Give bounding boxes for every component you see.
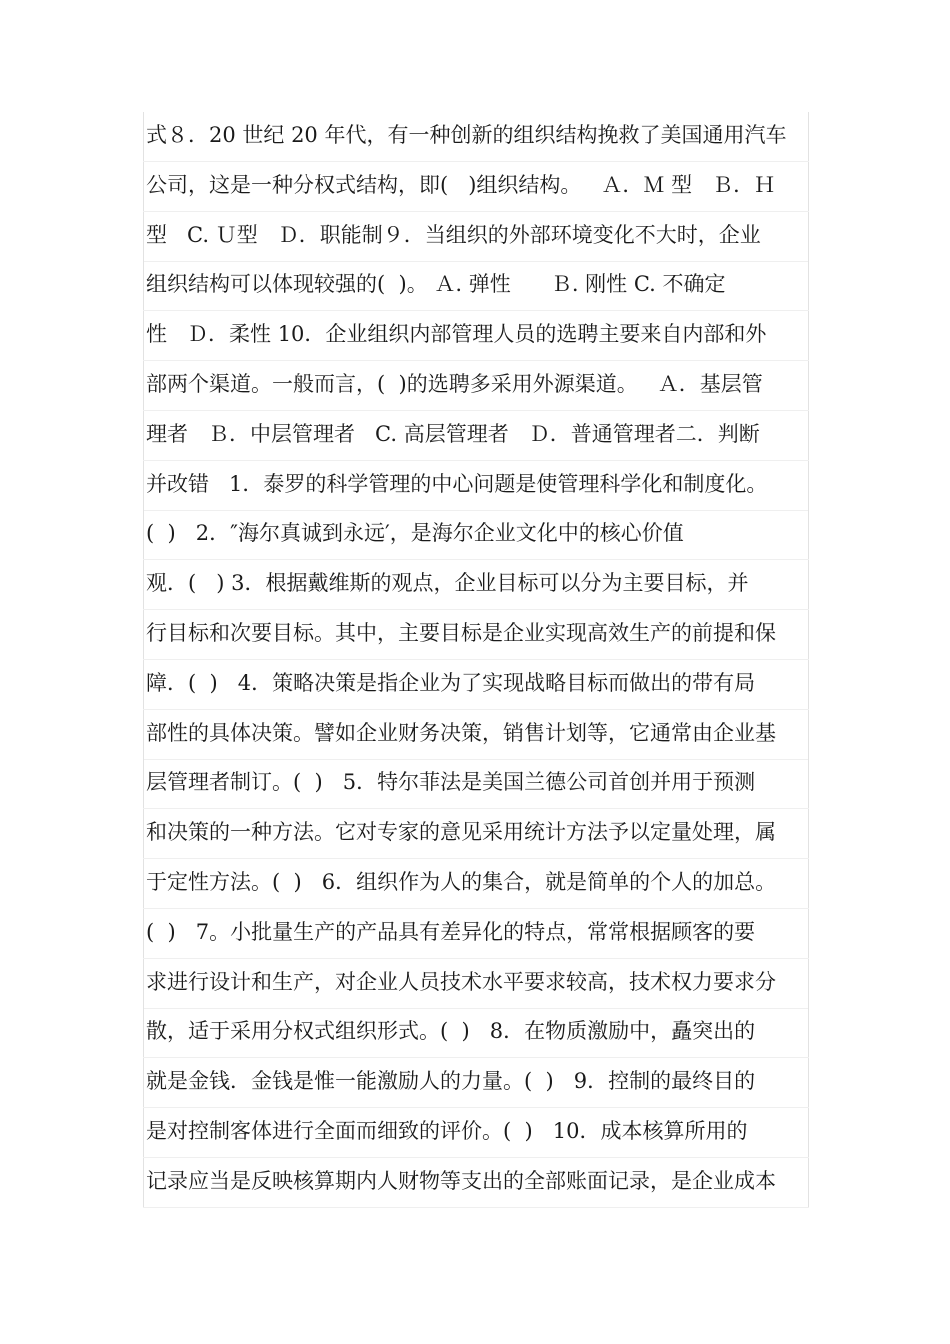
line-frame-border <box>143 560 144 610</box>
line-frame-border <box>808 1008 809 1058</box>
text-line-box <box>143 212 809 262</box>
line-frame-border <box>143 162 144 212</box>
text-line: 层管理者制订。( ) 5．特尔菲法是美国兰德公司首创并用于预测 <box>146 770 756 795</box>
line-frame-border <box>143 909 144 959</box>
text-line: 组织结构可以体现较强的( )。 Ａ. 弹性 Ｂ. 刚性 C. 不确定 <box>146 272 726 297</box>
text-line: 部两个渠道。一般而言，( )的选聘多采用外源渠道。 Ａ．基层管 <box>146 372 763 396</box>
text-line: 行目标和次要目标。其中，主要目标是企业实现高效生产的前提和保 <box>146 621 776 645</box>
text-line-box <box>143 510 809 560</box>
line-frame-border <box>143 859 144 909</box>
line-frame-border <box>143 112 144 162</box>
text-line: 障．( ) 4．策略决策是指企业为了实现战略目标而做出的带有局 <box>146 670 756 695</box>
text-line-box <box>143 162 809 212</box>
line-frame-border <box>808 361 809 411</box>
line-frame-border <box>143 1058 144 1108</box>
line-frame-border <box>143 1207 809 1208</box>
line-frame-border <box>143 212 144 262</box>
line-frame-border <box>808 759 809 809</box>
line-frame-border <box>808 162 809 212</box>
line-frame-border <box>143 809 144 859</box>
text-line-box <box>143 710 809 760</box>
line-frame-border <box>143 660 144 710</box>
text-line: 就是金钱．金钱是惟一能激励人的力量。( ) 9．控制的最终目的 <box>146 1069 756 1094</box>
line-frame-border <box>143 361 144 411</box>
line-frame-border <box>808 212 809 262</box>
text-line: 式８．20 世纪 20 年代，有一种创新的组织结构挽救了美国通用汽车 <box>146 123 787 147</box>
text-line: 散，适于采用分权式组织形式。( ) 8．在物质激励中，矗突出的 <box>146 1019 756 1044</box>
line-frame-border <box>143 759 144 809</box>
text-line-box <box>143 809 809 859</box>
text-line-box <box>143 1058 809 1108</box>
line-frame-border <box>808 510 809 560</box>
line-frame-border <box>808 909 809 959</box>
text-line-box <box>143 560 809 610</box>
line-frame-border <box>808 112 809 162</box>
text-line-box <box>143 959 809 1009</box>
line-frame-border <box>808 1158 809 1208</box>
text-line-box <box>143 461 809 511</box>
line-frame-border <box>808 660 809 710</box>
line-frame-border <box>808 1058 809 1108</box>
text-line: ( ) 7。小批量生产的产品具有差异化的特点，常常根据顾客的要 <box>146 919 756 944</box>
line-frame-border <box>808 560 809 610</box>
line-frame-border <box>143 461 144 511</box>
text-line-box <box>143 311 809 361</box>
line-frame-border <box>143 1158 144 1208</box>
text-line: 求进行设计和生产，对企业人员技术水平要求较高，技术权力要求分 <box>146 969 776 994</box>
text-line: 型 C. Ｕ型 Ｄ．职能制９．当组织的外部环境变化不大时，企业 <box>146 222 761 247</box>
text-line-box <box>143 909 809 959</box>
line-frame-border <box>143 610 144 660</box>
text-line-box <box>143 1158 809 1208</box>
text-line: 和决策的一种方法。它对专家的意见采用统计方法予以定量处理，属 <box>146 820 776 845</box>
text-line-box <box>143 112 809 162</box>
line-frame-border <box>143 311 144 361</box>
text-line-box <box>143 859 809 909</box>
text-line: 记录应当是反映核算期内人财物等支出的全部账面记录，是企业成本 <box>146 1168 776 1193</box>
text-line-box <box>143 1008 809 1058</box>
text-line: 理者 Ｂ．中层管理者 C. 高层管理者 Ｄ．普通管理者二．判断 <box>146 421 760 446</box>
text-line-box <box>143 411 809 461</box>
text-line: 观．( ) 3．根据戴维斯的观点，企业目标可以分为主要目标，并 <box>146 571 749 596</box>
text-line: 并改错 1．泰罗的科学管理的中心问题是使管理科学化和制度化。 <box>146 471 768 496</box>
text-line: 于定性方法。( ) 6．组织作为人的集合，就是简单的个人的加总。 <box>146 870 777 894</box>
text-line-box <box>143 1108 809 1158</box>
text-line: ( ) 2．″海尔真诚到永远′，是海尔企业文化中的核心价值 <box>146 521 684 546</box>
line-frame-border <box>808 261 809 311</box>
line-frame-border <box>808 959 809 1009</box>
line-frame-border <box>808 311 809 361</box>
line-frame-border <box>808 859 809 909</box>
line-frame-border <box>808 610 809 660</box>
text-line-box <box>143 261 809 311</box>
line-frame-border <box>143 411 144 461</box>
line-frame-border <box>143 1108 144 1158</box>
text-line-box <box>143 610 809 660</box>
line-frame-border <box>143 959 144 1009</box>
line-frame-border <box>808 1108 809 1158</box>
line-frame-border <box>808 461 809 511</box>
line-frame-border <box>143 261 144 311</box>
line-frame-border <box>143 710 144 760</box>
text-line: 性 Ｄ．柔性 10．企业组织内部管理人员的选聘主要来自内部和外 <box>146 322 767 347</box>
text-line-box <box>143 759 809 809</box>
text-line: 公司，这是一种分权式结构，即( )组织结构。 Ａ．Ｍ 型 Ｂ．Ｈ <box>146 172 776 197</box>
text-line: 是对控制客体进行全面而细致的评价。( ) 10．成本核算所用的 <box>146 1119 748 1143</box>
line-frame-border <box>808 809 809 859</box>
line-frame-border <box>143 1008 144 1058</box>
text-line: 部性的具体决策。譬如企业财务决策，销售计划等，它通常由企业基 <box>146 720 776 745</box>
text-line-box <box>143 660 809 710</box>
line-frame-border <box>808 710 809 760</box>
line-frame-border <box>808 411 809 461</box>
text-line-box <box>143 361 809 411</box>
line-frame-border <box>143 510 144 560</box>
